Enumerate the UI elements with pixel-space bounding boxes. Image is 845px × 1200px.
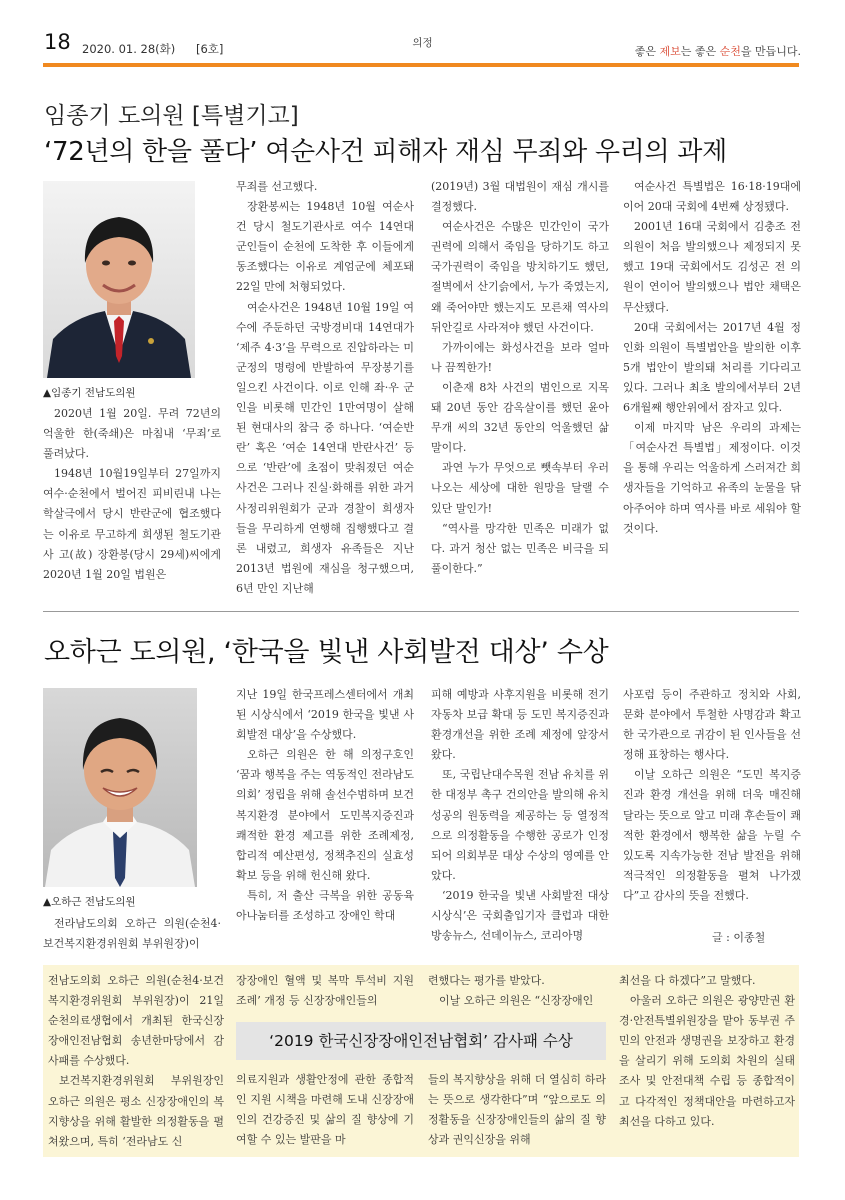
section-title: 의정: [412, 37, 433, 49]
slogan-part-highlight: 순천: [719, 45, 741, 58]
paragraph: 들의 복지향상을 위해 더 열심히 하라는 뜻으로 생각한다”며 “앞으로도 의정활동을 신장장애인들의 삶의 질 향상과 권익신장을 위해: [428, 1073, 606, 1147]
paragraph: 의료지원과 생활안정에 관한 종합적인 지원 시책을 마련해 도내 신장장애인의 건강증진 및 삶의 질 향상에 기여할 수 있는 발판을 마: [236, 1073, 414, 1147]
photo-caption-oh: ▲오하근 전남도의원: [43, 896, 136, 908]
article1-column-3: [431, 177, 609, 579]
article1-headline: ‘72년의 한을 풀다’ 여순사건 피해자 재심 무죄와 우리의 과제: [44, 137, 727, 167]
paragraph: 장환봉씨는 1948년 10월 여순사건 당시 철도기관사로 여수 14연대 군인들이 순천에 도착한 후 이들에게 동조했다는 이유로 계엄군에 체포돼 22일 만에 처형되었다.: [236, 200, 414, 294]
box-column-2-bottom: [236, 1070, 414, 1150]
paragraph: 오하근 의원은 한 해 의정구호인 ‘꿈과 행복을 주는 역동적인 전라남도의회’ 정립을 위해 솔선수범하며 보건복지환경 분야에서 도민복지증진과 쾌적한 환경 제고를 위한 조례제정, 합리적 예산편성, 정책추진의 실효성 확보 등을 위해 헌신해 왔다.: [236, 748, 414, 882]
header-rule: [43, 63, 799, 67]
paragraph: 지난 19일 한국프레스센터에서 개최된 시상식에서 ‘2019 한국을 빛낸 사회발전 대상’을 수상했다.: [236, 688, 414, 742]
slogan-part: 을 만듭니다.: [740, 45, 801, 58]
article2-column-1: [43, 914, 221, 954]
box-column-3-top: [428, 971, 606, 1011]
paragraph: (2019년) 3월 대법원이 재심 개시를 결정했다.: [431, 180, 609, 214]
paragraph: 보건복지환경위원회 부위원장인 오하근 의원은 평소 신장장애인의 복지향상을 위해 활발한 의정활동을 펼쳐왔으며, 특히 ‘전라남도 신: [48, 1074, 224, 1148]
paragraph: 여순사건 특별법은 16·18·19대에 이어 20대 국회에 4번째 상정됐다.: [623, 180, 801, 214]
article2-column-3: [431, 685, 609, 946]
paragraph: 전라남도의회 오하근 의원(순천4·보건복지환경위원회 부위원장)이: [43, 917, 221, 951]
paragraph: 이춘재 8차 사건의 범인으로 지목돼 20년 동안 감옥살이를 했던 윤아무개 씨의 32년 동안의 억울했던 삶 말이다.: [431, 380, 609, 455]
article-divider: [43, 611, 799, 612]
paragraph: 1948년 10월19일부터 27일까지 여수·순천에서 벌어진 피비린내 나는 학살극에서 당시 반란군에 협조했다는 이유로 무고하게 희생된 철도기관사 고(故) 장환봉(당시 29세)씨에게 2020년 1월 20일 법원은: [43, 467, 221, 581]
paragraph: 여순사건은 수많은 민간인이 국가권력에 의해서 죽임을 당하기도 하고 국가권력이 죽임을 방치하기도 했던, 절벽에서 산기슭에서, 누가 죽였는지, 왜 죽어야만 했는지도 모른채 역사의 뒤안길로 사라져야 했던 사건이다.: [431, 220, 609, 334]
award-title: ‘2019 한국신장장애인전남협회’ 감사패 수상: [269, 1032, 573, 1050]
slogan-part-highlight: 제보: [659, 45, 681, 58]
paragraph: 장장애인 혈액 및 복막 투석비 지원 조례’ 개정 등 신장장애인들의: [236, 974, 414, 1008]
box-column-1: [48, 971, 224, 1152]
slogan: [635, 43, 801, 59]
paragraph: 전남도의회 오하근 의원(순천4·보건복지환경위원회 부위원장)이 21일 순천의료생협에서 개최된 한국신장장애인전남협회 송년한마당에서 감사패를 수상했다.: [48, 974, 224, 1068]
paragraph: 20대 국회에서는 2017년 4월 정인화 의원이 특별법안을 발의한 이후 5개 법안이 발의돼 처리를 기다리고 있다. 그러나 최초 발의에서부터 2년 6개월째 행안위에서 잠자고 있다.: [623, 320, 801, 415]
paragraph: 이날 오하근 의원은 “도민 복지증진과 환경 개선을 위해 더욱 매진해 달라는 뜻으로 알고 미래 후손들이 쾌적한 환경에서 행복한 삶을 누릴 수 있도록 지속가능한 전남 발전을 위해 적극적인 의정활동을 펼쳐 나가겠다”고 감사의 뜻을 전했다.: [623, 768, 801, 902]
paragraph: 사포럼 등이 주관하고 정치와 사회, 문화 분야에서 투철한 사명감과 확고한 국가관으로 귀감이 된 인사들을 선정해 표창하는 행사다.: [623, 688, 801, 762]
paragraph: 무죄를 선고했다.: [236, 180, 318, 193]
page-number: 18: [44, 30, 71, 54]
article1-column-4: [623, 177, 801, 539]
paragraph: 련했다는 평가를 받았다.: [428, 974, 545, 987]
article1-column-1: [43, 404, 221, 585]
slogan-part: 좋은: [634, 45, 660, 58]
article2-column-4: [623, 685, 801, 906]
paragraph: 또, 국립난대수목원 전남 유치를 위한 대정부 촉구 건의안을 발의해 유치 성공의 원동력을 제공하는 등 열정적으로 의정활동을 수행한 공로가 인정되어 의회부문 대상 수상의 영예를 안았다.: [431, 768, 609, 882]
article2-column-2: [236, 685, 414, 926]
box-column-4: [619, 971, 795, 1132]
portrait-photo-oh: [43, 688, 197, 887]
paragraph: 2020년 1월 20일. 무려 72년의 억울한 한(죽쇄)은 마침내 ‘무죄’로 풀려났다.: [43, 407, 221, 461]
paragraph: 특히, 저 출산 극복을 위한 공동육아나눔터를 조성하고 장애인 학대: [236, 888, 414, 923]
box-column-2-top: [236, 971, 414, 1011]
issue-number: [6호]: [196, 42, 224, 56]
paragraph: 이제 마지막 남은 우리의 과제는「여순사건 특별법」제정이다. 이것을 통해 우리는 억울하게 스러져간 희생자들을 기억하고 유족의 눈물을 닦아주어야 하며 역사를 바로 세워야 할 것이다.: [623, 421, 801, 535]
paragraph: ‘2019 한국을 빛낸 사회발전 대상 시상식’은 국회출입기자 클럽과 대한방송뉴스, 선데이뉴스, 코리아명: [431, 888, 609, 943]
photo-caption-lim: ▲임종기 전남도의원: [43, 387, 136, 399]
byline: 글 : 이종철: [712, 931, 766, 944]
portrait-photo-lim: [43, 181, 195, 378]
slogan-part: 는 좋은: [680, 45, 720, 58]
paragraph: 여순사건은 1948년 10월 19일 여수에 주둔하던 국방경비대 14연대가 ‘제주 4·3’을 무력으로 진압하라는 미 군정의 명령에 반발하여 무장봉기를 일으킨 사건이다. 이로 인해 좌·우 군인을 비롯해 민간인 1만여명이 살해된 현대사의 참극 중 하나다. ‘여순반란’ 혹은 ‘여순 14연대 반란사건’ 등으로 ‘반란’에 초점이 맞춰졌던 여순사건은 그러나 진실·화해를 위한 과거사정리위원회가 군과 경찰이 희생자들을 무리하게 연행해 집행했다고 결론 내렸고, 희생자 유족들은 지난 2013년 법원에 재심을 청구했으며, 6년 만인 지난해: [236, 300, 414, 595]
paragraph: 최선을 다 하겠다”고 말했다.: [619, 974, 756, 987]
paragraph: “역사를 망각한 민족은 미래가 없다. 과거 청산 없는 민족은 비극을 되풀이한다.”: [431, 521, 609, 575]
article1-kicker: 임종기 도의원 [특별기고]: [44, 103, 299, 129]
box-column-3-bottom: [428, 1070, 606, 1150]
paragraph: 가까이에는 화성사건을 보라 얼마나 끔찍한가!: [431, 340, 609, 374]
paragraph: 아울러 오하근 의원은 광양만권 환경·안전특별위원장을 맡아 동부권 주민의 안전과 생명권을 보장하고 환경을 살리기 위해 도의회 차원의 실태조사 및 안전대책 수립 등 종합적이고 다각적인 정책대안을 마련하고자 최선을 다하고 있다.: [619, 994, 795, 1128]
paragraph: 피해 예방과 사후지원을 비롯해 전기자동차 보급 확대 등 도민 복지증진과 환경개선을 위한 조례 제정에 앞장서 왔다.: [431, 688, 609, 762]
paragraph: 이날 오하근 의원은 “신장장애인: [439, 994, 594, 1008]
paragraph: 2001년 16대 국회에서 김충조 전 의원이 처음 발의했으나 제정되지 못했고 19대 국회에서도 김성곤 전 의원이 연이어 발의했으나 법안 채택은 무산됐다.: [623, 220, 801, 314]
article2-headline: 오하근 도의원, ‘한국을 빛낸 사회발전 대상’ 수상: [44, 637, 609, 668]
issue-date: 2020. 01. 28(화): [82, 42, 176, 56]
paragraph: 과연 누가 무엇으로 뺏속부터 우러나오는 세상에 대한 원망을 달랠 수 있단 말인가!: [431, 461, 609, 515]
article1-column-2: [236, 177, 414, 599]
